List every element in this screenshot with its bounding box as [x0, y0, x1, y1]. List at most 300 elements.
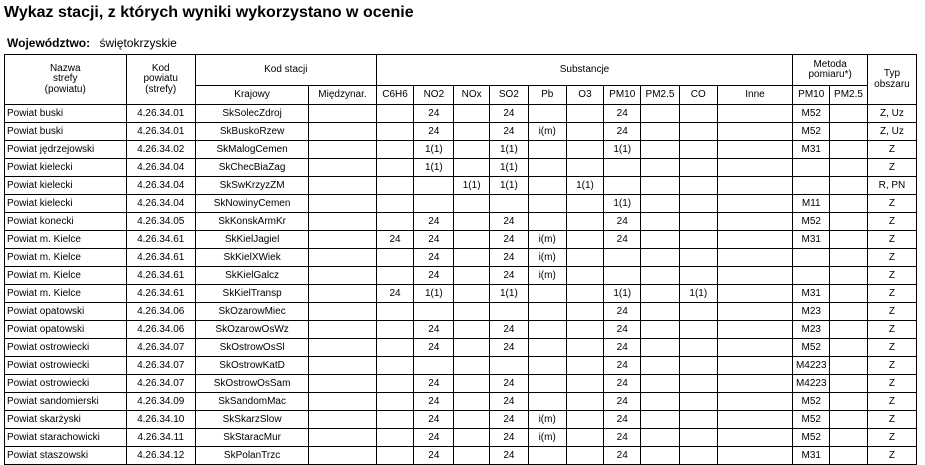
- cell-pb: i(m): [528, 429, 566, 447]
- cell-c6h6: [376, 357, 414, 375]
- cell-pm10: 24: [604, 375, 641, 393]
- substance-header-other: Inne: [717, 86, 793, 105]
- table-row: [5, 123, 917, 141]
- cell-zone-name: Powiat jędrzejowski: [5, 141, 127, 159]
- cell-county-code: 4.26.34.10: [126, 411, 195, 429]
- method-header-pm10: PM10: [793, 86, 830, 105]
- cell-so2: 24: [490, 447, 529, 465]
- cell-c6h6: [376, 321, 414, 339]
- cell-zone-name: Powiat opatowski: [5, 303, 127, 321]
- cell-pb: i(m): [528, 249, 566, 267]
- cell-no2: 24: [414, 393, 454, 411]
- cell-method-pm10: M52: [793, 123, 830, 141]
- table-row: [5, 411, 917, 429]
- cell-method-pm25: [830, 411, 868, 429]
- cell-pm25: [641, 177, 680, 195]
- cell-national-code: SkMalogCemen: [195, 141, 308, 159]
- cell-county-code: 4.26.34.04: [126, 177, 195, 195]
- cell-method-pm25: [830, 429, 868, 447]
- table-row: [5, 141, 917, 159]
- cell-pb: [528, 447, 566, 465]
- header-row-1: [5, 55, 917, 86]
- cell-co: [679, 339, 717, 357]
- cell-so2: 24: [490, 249, 529, 267]
- cell-international-code: [309, 195, 376, 213]
- cell-c6h6: [376, 393, 414, 411]
- substance-header-co: CO: [679, 86, 717, 105]
- cell-area-type: Z: [867, 411, 916, 429]
- cell-zone-name: Powiat sandomierski: [5, 393, 127, 411]
- cell-pb: [528, 195, 566, 213]
- cell-area-type: Z: [867, 267, 916, 285]
- cell-method-pm10: M52: [793, 105, 830, 123]
- cell-pm25: [641, 429, 680, 447]
- cell-c6h6: 24: [376, 285, 414, 303]
- cell-national-code: SkBuskoRzew: [195, 123, 308, 141]
- cell-international-code: [309, 321, 376, 339]
- cell-co: [679, 321, 717, 339]
- cell-so2: 24: [490, 411, 529, 429]
- cell-zone-name: Powiat kielecki: [5, 177, 127, 195]
- cell-so2: 24: [490, 231, 529, 249]
- cell-area-type: Z: [867, 159, 916, 177]
- cell-so2: 24: [490, 375, 529, 393]
- voivodeship-line: [7, 36, 177, 50]
- cell-method-pm10: M31: [793, 231, 830, 249]
- cell-method-pm10: M52: [793, 429, 830, 447]
- cell-c6h6: [376, 105, 414, 123]
- cell-national-code: SkKielGalcz: [195, 267, 308, 285]
- cell-co: [679, 177, 717, 195]
- cell-pm25: [641, 159, 680, 177]
- cell-method-pm25: [830, 123, 868, 141]
- cell-other: [717, 411, 793, 429]
- cell-national-code: SkOzarowOsWz: [195, 321, 308, 339]
- cell-zone-name: Powiat ostrowiecki: [5, 357, 127, 375]
- cell-area-type: Z: [867, 249, 916, 267]
- cell-national-code: SkSandomMac: [195, 393, 308, 411]
- cell-method-pm10: M52: [793, 411, 830, 429]
- cell-pm25: [641, 213, 680, 231]
- cell-county-code: 4.26.34.61: [126, 285, 195, 303]
- cell-c6h6: [376, 249, 414, 267]
- cell-international-code: [309, 123, 376, 141]
- cell-pm25: [641, 447, 680, 465]
- cell-o3: [566, 159, 604, 177]
- cell-pm10: 24: [604, 213, 641, 231]
- cell-county-code: 4.26.34.02: [126, 141, 195, 159]
- cell-international-code: [309, 357, 376, 375]
- cell-so2: 24: [490, 339, 529, 357]
- cell-method-pm10: M31: [793, 285, 830, 303]
- cell-county-code: 4.26.34.05: [126, 213, 195, 231]
- cell-method-pm10: M23: [793, 303, 830, 321]
- cell-pb: [528, 393, 566, 411]
- cell-method-pm25: [830, 285, 868, 303]
- cell-other: [717, 123, 793, 141]
- cell-o3: [566, 429, 604, 447]
- cell-method-pm25: [830, 339, 868, 357]
- cell-zone-name: Powiat buski: [5, 105, 127, 123]
- cell-national-code: SkKonskArmKr: [195, 213, 308, 231]
- cell-pm10: 24: [604, 339, 641, 357]
- stations-table-body: [5, 105, 917, 465]
- cell-pb: i(m): [528, 267, 566, 285]
- table-row: [5, 429, 917, 447]
- cell-national-code: SkOstrowOsSl: [195, 339, 308, 357]
- cell-o3: [566, 141, 604, 159]
- cell-area-type: Z, Uz: [867, 105, 916, 123]
- area-type-header: Typ obszaru: [867, 55, 916, 105]
- cell-pb: [528, 159, 566, 177]
- cell-nox: [454, 123, 490, 141]
- cell-nox: [454, 249, 490, 267]
- stations-table: [4, 54, 917, 465]
- cell-pm25: [641, 303, 680, 321]
- cell-method-pm25: [830, 231, 868, 249]
- cell-zone-name: Powiat opatowski: [5, 321, 127, 339]
- cell-international-code: [309, 105, 376, 123]
- cell-national-code: SkKielTransp: [195, 285, 308, 303]
- table-row: [5, 267, 917, 285]
- cell-nox: [454, 141, 490, 159]
- cell-area-type: Z: [867, 213, 916, 231]
- cell-national-code: SkOstrowKatD: [195, 357, 308, 375]
- cell-pb: [528, 177, 566, 195]
- cell-national-code: SkSkarzSlow: [195, 411, 308, 429]
- cell-zone-name: Powiat kielecki: [5, 195, 127, 213]
- cell-pb: [528, 285, 566, 303]
- cell-no2: 24: [414, 321, 454, 339]
- table-row: [5, 339, 917, 357]
- cell-zone-name: Powiat ostrowiecki: [5, 339, 127, 357]
- cell-international-code: [309, 375, 376, 393]
- cell-method-pm25: [830, 159, 868, 177]
- substances-header: Substancje: [376, 55, 793, 86]
- cell-so2: [490, 195, 529, 213]
- cell-pm10: [604, 267, 641, 285]
- cell-area-type: Z: [867, 303, 916, 321]
- cell-no2: [414, 303, 454, 321]
- cell-nox: [454, 339, 490, 357]
- cell-area-type: Z: [867, 447, 916, 465]
- cell-nox: [454, 375, 490, 393]
- cell-no2: 24: [414, 267, 454, 285]
- cell-c6h6: [376, 429, 414, 447]
- cell-zone-name: Powiat ostrowiecki: [5, 375, 127, 393]
- cell-method-pm25: [830, 105, 868, 123]
- cell-international-code: [309, 339, 376, 357]
- cell-so2: 24: [490, 321, 529, 339]
- cell-method-pm25: [830, 375, 868, 393]
- cell-pm10: 24: [604, 321, 641, 339]
- cell-nox: [454, 159, 490, 177]
- station-code-header: Kod stacji: [195, 55, 376, 86]
- cell-pb: [528, 141, 566, 159]
- cell-area-type: Z: [867, 231, 916, 249]
- cell-national-code: SkSolecZdroj: [195, 105, 308, 123]
- cell-international-code: [309, 267, 376, 285]
- cell-county-code: 4.26.34.04: [126, 159, 195, 177]
- cell-nox: [454, 303, 490, 321]
- cell-so2: 1(1): [490, 177, 529, 195]
- cell-nox: [454, 429, 490, 447]
- cell-national-code: SkPolanTrzc: [195, 447, 308, 465]
- cell-zone-name: Powiat m. Kielce: [5, 249, 127, 267]
- cell-method-pm10: [793, 159, 830, 177]
- cell-pm25: [641, 105, 680, 123]
- cell-c6h6: [376, 411, 414, 429]
- cell-international-code: [309, 177, 376, 195]
- cell-method-pm10: M4223: [793, 375, 830, 393]
- cell-zone-name: Powiat m. Kielce: [5, 231, 127, 249]
- cell-pm25: [641, 123, 680, 141]
- cell-o3: [566, 285, 604, 303]
- cell-national-code: SkKielXWiek: [195, 249, 308, 267]
- cell-zone-name: Powiat m. Kielce: [5, 285, 127, 303]
- cell-o3: [566, 249, 604, 267]
- cell-o3: [566, 447, 604, 465]
- cell-pm10: 24: [604, 303, 641, 321]
- cell-national-code: SkOstrowOsSam: [195, 375, 308, 393]
- cell-other: [717, 195, 793, 213]
- cell-nox: [454, 267, 490, 285]
- table-row: [5, 177, 917, 195]
- cell-international-code: [309, 303, 376, 321]
- table-row: [5, 195, 917, 213]
- cell-pm10: 1(1): [604, 285, 641, 303]
- cell-other: [717, 429, 793, 447]
- cell-co: [679, 375, 717, 393]
- cell-pm25: [641, 411, 680, 429]
- cell-no2: 24: [414, 249, 454, 267]
- cell-c6h6: [376, 303, 414, 321]
- cell-c6h6: [376, 447, 414, 465]
- cell-zone-name: Powiat buski: [5, 123, 127, 141]
- cell-o3: [566, 375, 604, 393]
- cell-pm10: 24: [604, 447, 641, 465]
- cell-nox: [454, 393, 490, 411]
- cell-so2: [490, 357, 529, 375]
- cell-c6h6: [376, 177, 414, 195]
- cell-other: [717, 213, 793, 231]
- cell-other: [717, 249, 793, 267]
- cell-co: [679, 141, 717, 159]
- cell-pm10: 24: [604, 105, 641, 123]
- cell-pb: i(m): [528, 411, 566, 429]
- cell-area-type: R, PN: [867, 177, 916, 195]
- cell-o3: [566, 231, 604, 249]
- cell-other: [717, 141, 793, 159]
- cell-county-code: 4.26.34.04: [126, 195, 195, 213]
- cell-co: [679, 267, 717, 285]
- cell-nox: [454, 213, 490, 231]
- cell-method-pm10: M52: [793, 213, 830, 231]
- cell-c6h6: [376, 195, 414, 213]
- table-row: [5, 249, 917, 267]
- cell-international-code: [309, 213, 376, 231]
- cell-other: [717, 447, 793, 465]
- cell-pm10: [604, 177, 641, 195]
- cell-method-pm10: M31: [793, 447, 830, 465]
- cell-national-code: SkStaracMur: [195, 429, 308, 447]
- cell-pm10: 24: [604, 357, 641, 375]
- cell-zone-name: Powiat kielecki: [5, 159, 127, 177]
- cell-pm25: [641, 285, 680, 303]
- voivodeship-label: Województwo:: [7, 36, 91, 50]
- substance-header-pm25: PM2.5: [641, 86, 680, 105]
- cell-o3: [566, 213, 604, 231]
- cell-co: [679, 429, 717, 447]
- cell-method-pm25: [830, 267, 868, 285]
- cell-o3: [566, 195, 604, 213]
- cell-county-code: 4.26.34.61: [126, 249, 195, 267]
- cell-c6h6: [376, 159, 414, 177]
- cell-pb: [528, 303, 566, 321]
- cell-method-pm10: [793, 249, 830, 267]
- cell-area-type: Z: [867, 429, 916, 447]
- cell-o3: [566, 339, 604, 357]
- county-code-header: Kod powiatu (strefy): [126, 55, 195, 105]
- cell-other: [717, 177, 793, 195]
- cell-method-pm25: [830, 249, 868, 267]
- cell-nox: [454, 357, 490, 375]
- table-row: [5, 285, 917, 303]
- method-header-pm25: PM2.5: [830, 86, 868, 105]
- cell-other: [717, 159, 793, 177]
- cell-no2: 24: [414, 123, 454, 141]
- cell-pm25: [641, 231, 680, 249]
- cell-area-type: Z: [867, 321, 916, 339]
- cell-pm10: 24: [604, 429, 641, 447]
- cell-no2: 24: [414, 429, 454, 447]
- cell-county-code: 4.26.34.07: [126, 339, 195, 357]
- substance-header-nox: NOx: [454, 86, 490, 105]
- cell-co: [679, 411, 717, 429]
- cell-co: [679, 213, 717, 231]
- cell-o3: [566, 267, 604, 285]
- cell-nox: [454, 195, 490, 213]
- cell-co: [679, 447, 717, 465]
- cell-no2: 1(1): [414, 285, 454, 303]
- cell-national-code: SkChecBiaZag: [195, 159, 308, 177]
- cell-county-code: 4.26.34.12: [126, 447, 195, 465]
- cell-no2: 24: [414, 105, 454, 123]
- cell-method-pm25: [830, 357, 868, 375]
- cell-pm25: [641, 267, 680, 285]
- cell-co: [679, 159, 717, 177]
- cell-pm25: [641, 141, 680, 159]
- cell-pb: [528, 321, 566, 339]
- cell-area-type: Z: [867, 357, 916, 375]
- cell-method-pm10: M4223: [793, 357, 830, 375]
- substance-header-pm10: PM10: [604, 86, 641, 105]
- cell-other: [717, 285, 793, 303]
- cell-co: [679, 231, 717, 249]
- cell-national-code: SkOzarowMiec: [195, 303, 308, 321]
- cell-pm25: [641, 357, 680, 375]
- cell-so2: 1(1): [490, 141, 529, 159]
- cell-county-code: 4.26.34.61: [126, 267, 195, 285]
- cell-county-code: 4.26.34.07: [126, 375, 195, 393]
- cell-area-type: Z: [867, 339, 916, 357]
- substance-header-no2: NO2: [414, 86, 454, 105]
- substance-header-o3: O3: [566, 86, 604, 105]
- cell-o3: [566, 393, 604, 411]
- cell-pb: [528, 339, 566, 357]
- cell-so2: 24: [490, 105, 529, 123]
- cell-o3: [566, 123, 604, 141]
- cell-nox: [454, 285, 490, 303]
- cell-pb: i(m): [528, 231, 566, 249]
- cell-area-type: Z: [867, 285, 916, 303]
- cell-county-code: 4.26.34.01: [126, 105, 195, 123]
- cell-method-pm10: M52: [793, 339, 830, 357]
- cell-pb: [528, 375, 566, 393]
- cell-other: [717, 105, 793, 123]
- cell-pb: i(m): [528, 123, 566, 141]
- cell-pm25: [641, 195, 680, 213]
- cell-other: [717, 303, 793, 321]
- cell-area-type: Z, Uz: [867, 123, 916, 141]
- cell-international-code: [309, 159, 376, 177]
- cell-county-code: 4.26.34.06: [126, 303, 195, 321]
- cell-zone-name: Powiat skarżyski: [5, 411, 127, 429]
- table-row: [5, 303, 917, 321]
- cell-so2: 1(1): [490, 159, 529, 177]
- cell-other: [717, 267, 793, 285]
- cell-method-pm25: [830, 447, 868, 465]
- cell-other: [717, 321, 793, 339]
- cell-no2: [414, 177, 454, 195]
- cell-zone-name: Powiat starachowicki: [5, 429, 127, 447]
- cell-international-code: [309, 447, 376, 465]
- cell-co: [679, 105, 717, 123]
- cell-co: [679, 303, 717, 321]
- cell-county-code: 4.26.34.61: [126, 231, 195, 249]
- cell-area-type: Z: [867, 141, 916, 159]
- cell-no2: 24: [414, 231, 454, 249]
- cell-pb: [528, 213, 566, 231]
- cell-so2: [490, 303, 529, 321]
- cell-c6h6: [376, 339, 414, 357]
- national-code-header: Krajowy: [195, 86, 308, 105]
- cell-pm10: [604, 159, 641, 177]
- cell-international-code: [309, 141, 376, 159]
- cell-zone-name: Powiat staszowski: [5, 447, 127, 465]
- cell-county-code: 4.26.34.07: [126, 357, 195, 375]
- cell-no2: 24: [414, 339, 454, 357]
- cell-method-pm10: [793, 267, 830, 285]
- cell-zone-name: Powiat m. Kielce: [5, 267, 127, 285]
- cell-pb: [528, 105, 566, 123]
- cell-c6h6: [376, 267, 414, 285]
- cell-c6h6: 24: [376, 231, 414, 249]
- cell-co: [679, 249, 717, 267]
- cell-pm10: 24: [604, 123, 641, 141]
- table-row: [5, 375, 917, 393]
- cell-method-pm25: [830, 213, 868, 231]
- cell-method-pm25: [830, 393, 868, 411]
- cell-method-pm25: [830, 177, 868, 195]
- cell-other: [717, 339, 793, 357]
- cell-method-pm10: M11: [793, 195, 830, 213]
- cell-o3: [566, 357, 604, 375]
- cell-international-code: [309, 231, 376, 249]
- cell-other: [717, 357, 793, 375]
- table-row: [5, 447, 917, 465]
- cell-county-code: 4.26.34.06: [126, 321, 195, 339]
